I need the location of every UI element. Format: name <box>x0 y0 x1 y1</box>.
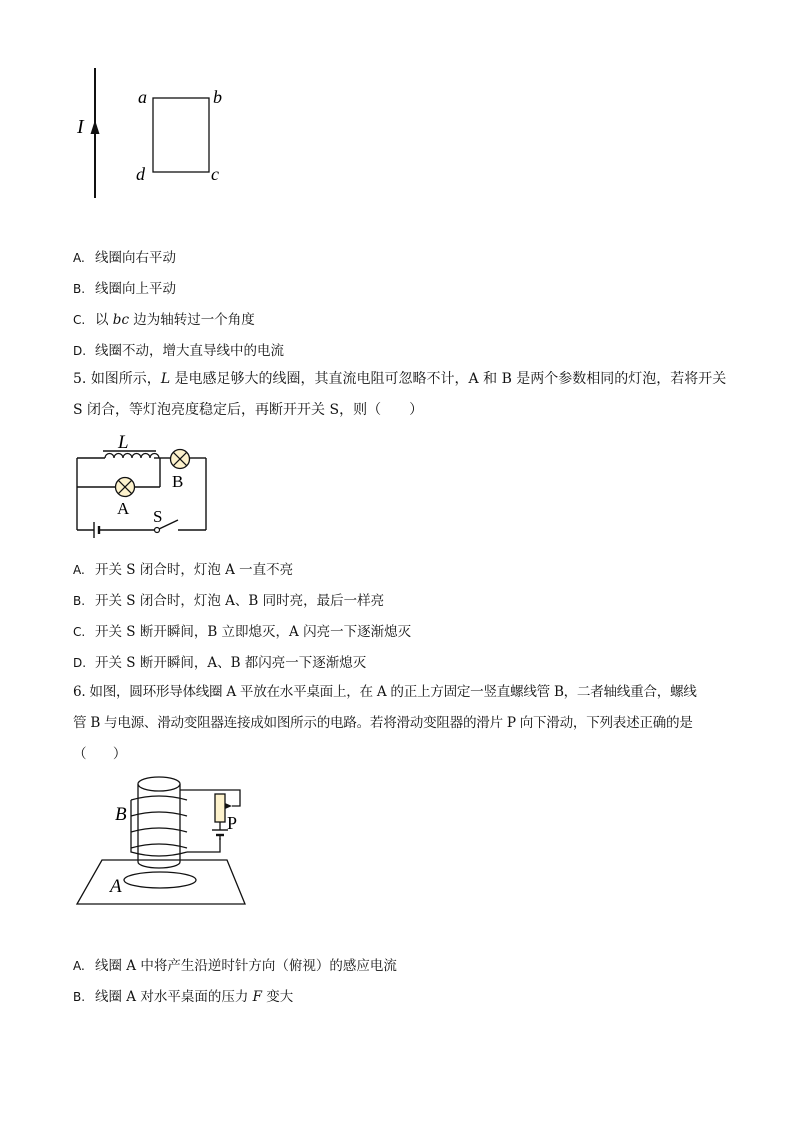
q5-text: 如图所示， <box>90 371 161 387</box>
ring-label: A <box>110 876 122 897</box>
lamp-b-label: B <box>172 472 184 491</box>
option-letter: A. <box>73 959 85 973</box>
q5-number: 5. <box>73 371 87 387</box>
option-text: 线圈 A 中将产生沿逆时针方向（俯视）的感应电流 <box>95 958 397 974</box>
option-text-tail: 变大 <box>262 989 294 1005</box>
q5-text-line2: S 闭合，等灯泡亮度稳定后，再断开开关 S，则（ ） <box>73 402 424 418</box>
option-letter: A. <box>73 563 85 577</box>
option-letter: C. <box>73 313 86 327</box>
slider-label: P <box>227 813 238 833</box>
rheostat-icon <box>215 794 225 830</box>
q6-text-line3: （ ） <box>73 746 127 762</box>
option-letter: B. <box>73 282 86 296</box>
option-text: 线圈向上平动 <box>95 281 176 297</box>
option-text: 开关 S 断开瞬间，B 立即熄灭，A 闪亮一下逐渐熄灭 <box>95 624 412 640</box>
switch-label: S <box>153 507 163 526</box>
option-text: 线圈 A 对水平桌面的压力 <box>95 989 253 1005</box>
option-letter: A. <box>73 251 85 265</box>
current-label: I <box>77 116 84 138</box>
option-text: 开关 S 断开瞬间，A、B 都闪亮一下逐渐熄灭 <box>95 655 367 671</box>
vertex-b-label: b <box>213 87 222 107</box>
q6-text-line2: 管 B 与电源、滑动变阻器连接成如图所示的电路。若将滑动变阻器的滑片 P 向下滑动，下列表述正确的是 <box>73 715 693 731</box>
option-letter: C. <box>73 625 86 639</box>
option-text: 开关 S 闭合时，灯泡 A、B 同时亮，最后一样亮 <box>95 593 385 609</box>
table-surface <box>77 860 245 904</box>
option-letter: B. <box>73 990 86 1004</box>
option-text: 线圈不动，增大直导线中的电流 <box>95 343 284 359</box>
option-text: 线圈向右平动 <box>95 250 176 266</box>
option-letter: D. <box>73 656 87 670</box>
vertex-d-label: d <box>136 164 145 184</box>
option-letter: B. <box>73 594 86 608</box>
option-text: 开关 S 闭合时，灯泡 A 一直不亮 <box>95 562 294 578</box>
inductor-label: L <box>118 432 129 453</box>
option-text-italic: bc <box>112 312 129 328</box>
lamp-a-label: A <box>117 499 130 518</box>
q6-option-a[interactable] <box>73 954 397 974</box>
option-text-tail: 边为轴转过一个角度 <box>129 312 255 328</box>
q6-option-b[interactable] <box>73 985 293 1005</box>
option-text: 以 <box>95 312 113 328</box>
q6-text: 如图，圆环形导体线圈 A 平放在水平桌面上，在 A 的正上方固定一竖直螺线管 B，二者轴线重合，螺线 <box>89 684 697 700</box>
q5-text-italic: L <box>160 371 171 387</box>
battery-icon <box>212 830 228 840</box>
vertex-c-label: c <box>211 164 219 184</box>
option-letter: D. <box>73 344 87 358</box>
q5-text-tail: 是电感足够大的线圈，其直流电阻可忽略不计，A 和 B 是两个参数相同的灯泡，若将开关 <box>170 371 727 387</box>
option-text-italic: F <box>252 989 262 1005</box>
solenoid-label: B <box>115 804 127 825</box>
q6-number: 6. <box>73 684 86 700</box>
solenoid-coil <box>131 796 187 856</box>
vertex-a-label: a <box>138 87 147 107</box>
